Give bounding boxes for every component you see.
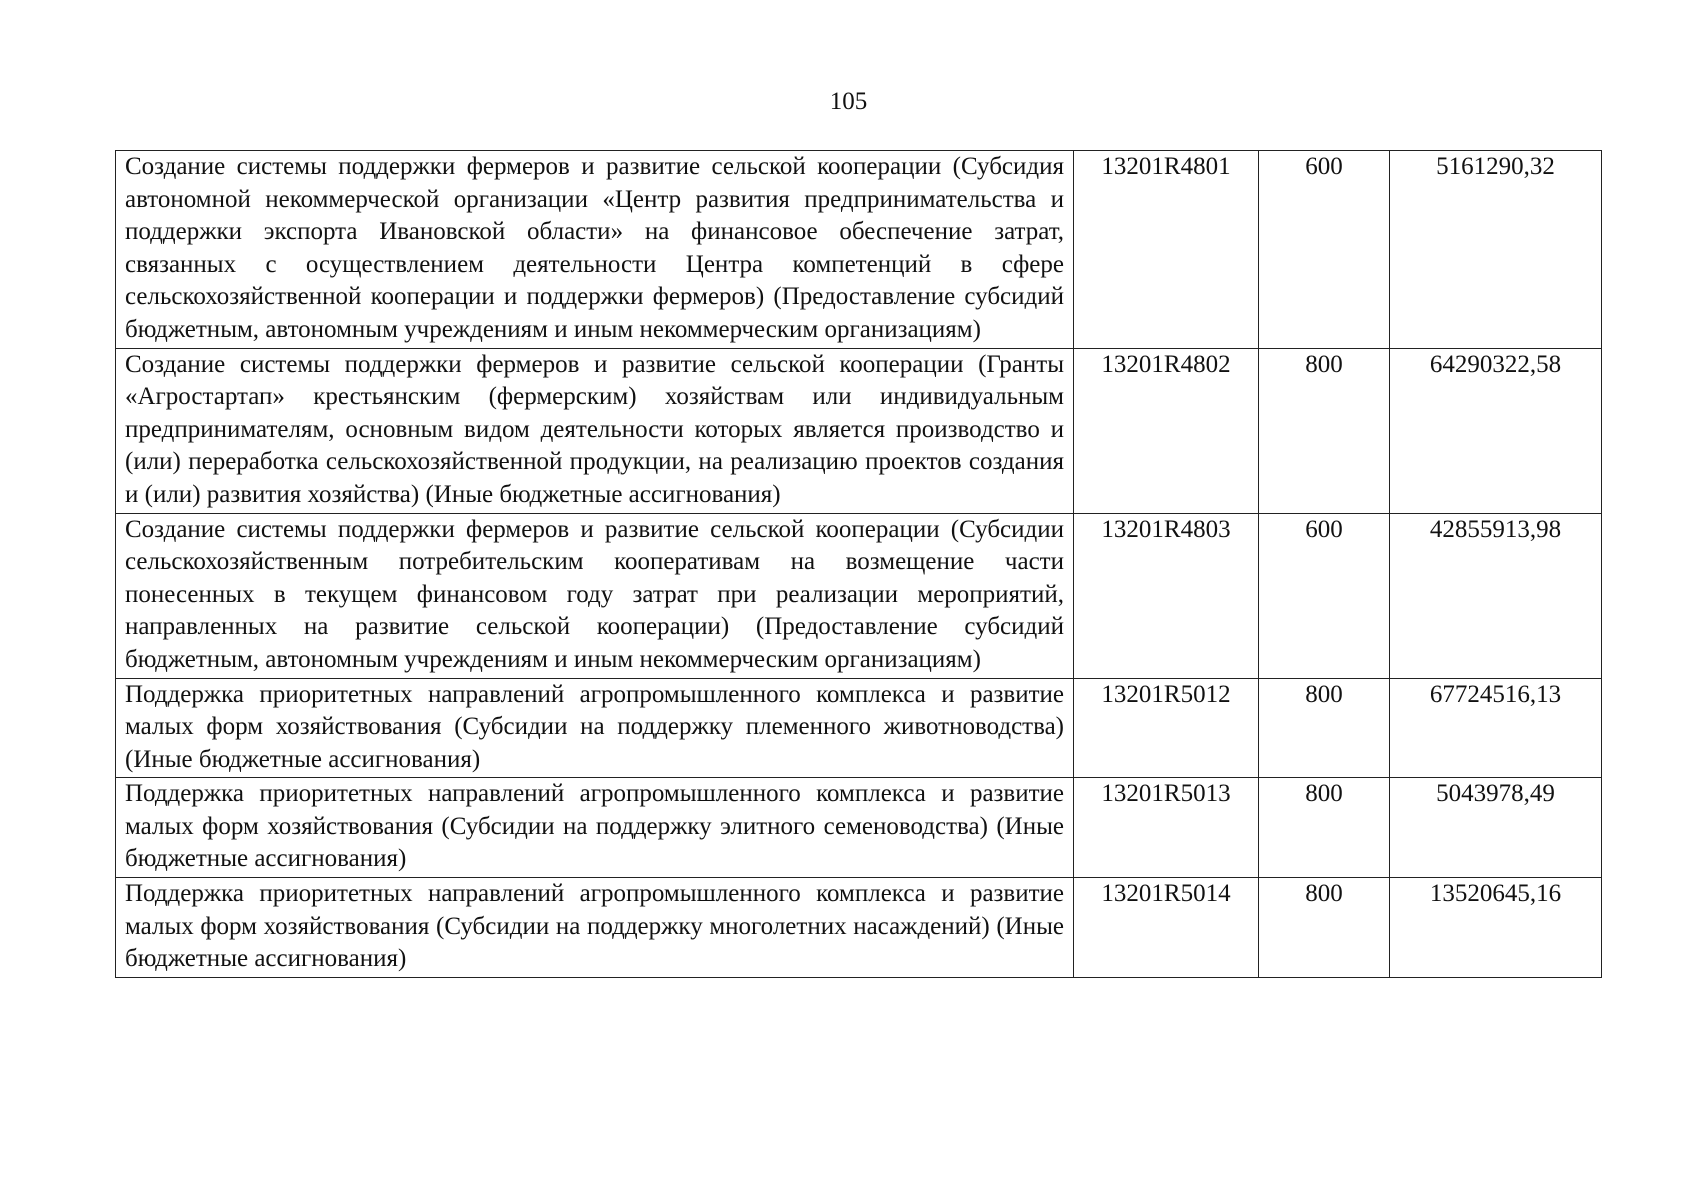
- table-row: [116, 678, 1602, 778]
- table-row: [116, 513, 1602, 678]
- row-target-code: 13201R5014: [1074, 878, 1259, 978]
- row-expense-type: 800: [1259, 878, 1390, 978]
- row-amount: 64290322,58: [1390, 348, 1602, 513]
- row-expense-type: 600: [1259, 513, 1390, 678]
- row-target-code: 13201R4801: [1074, 151, 1259, 349]
- row-expense-type: 800: [1259, 678, 1390, 778]
- row-amount: 67724516,13: [1390, 678, 1602, 778]
- table-row: [116, 151, 1602, 349]
- table-row: [116, 778, 1602, 878]
- table-row: [116, 878, 1602, 978]
- row-description: Создание системы поддержки фермеров и развитие сельской кооперации (Гранты «Агростартап» крестьянским (фермерским) хозяйствам или индивидуальным предпринимателям, основным видом деятельности которых является производство и (или) переработка сельскохозяйственной продукции, на реализацию проектов создания и (или) развития хозяйства) (Иные бюджетные ассигнования): [116, 348, 1074, 513]
- row-amount: 5043978,49: [1390, 778, 1602, 878]
- row-expense-type: 800: [1259, 778, 1390, 878]
- row-description: Поддержка приоритетных направлений агропромышленного комплекса и развитие малых форм хозяйствования (Субсидии на поддержку племенного животноводства) (Иные бюджетные ассигнования): [116, 678, 1074, 778]
- row-target-code: 13201R5012: [1074, 678, 1259, 778]
- row-target-code: 13201R4802: [1074, 348, 1259, 513]
- row-amount: 5161290,32: [1390, 151, 1602, 349]
- row-target-code: 13201R4803: [1074, 513, 1259, 678]
- row-description: Поддержка приоритетных направлений агропромышленного комплекса и развитие малых форм хозяйствования (Субсидии на поддержку многолетних насаждений) (Иные бюджетные ассигнования): [116, 878, 1074, 978]
- row-description: Поддержка приоритетных направлений агропромышленного комплекса и развитие малых форм хозяйствования (Субсидии на поддержку элитного семеноводства) (Иные бюджетные ассигнования): [116, 778, 1074, 878]
- row-target-code: 13201R5013: [1074, 778, 1259, 878]
- row-amount: 13520645,16: [1390, 878, 1602, 978]
- row-description: Создание системы поддержки фермеров и развитие сельской кооперации (Субсидии сельскохозяйственным потребительским кооперативам на возмещение части понесенных в текущем финансовом году затрат при реализации мероприятий, направленных на развитие сельской кооперации) (Предоставление субсидий бюджетным, автономным учреждениям и иным некоммерческим организациям): [116, 513, 1074, 678]
- page-number: 105: [829, 88, 868, 115]
- row-expense-type: 600: [1259, 151, 1390, 349]
- row-expense-type: 800: [1259, 348, 1390, 513]
- budget-table: [115, 150, 1602, 978]
- table-row: [116, 348, 1602, 513]
- row-description: Создание системы поддержки фермеров и развитие сельской кооперации (Субсидия автономной некоммерческой организации «Центр развития предпринимательства и поддержки экспорта Ивановской области» на финансовое обеспечение затрат, связанных с осуществлением деятельности Центра компетенций в сфере сельскохозяйственной кооперации и поддержки фермеров) (Предоставление субсидий бюджетным, автономным учреждениям и иным некоммерческим организациям): [116, 151, 1074, 349]
- row-amount: 42855913,98: [1390, 513, 1602, 678]
